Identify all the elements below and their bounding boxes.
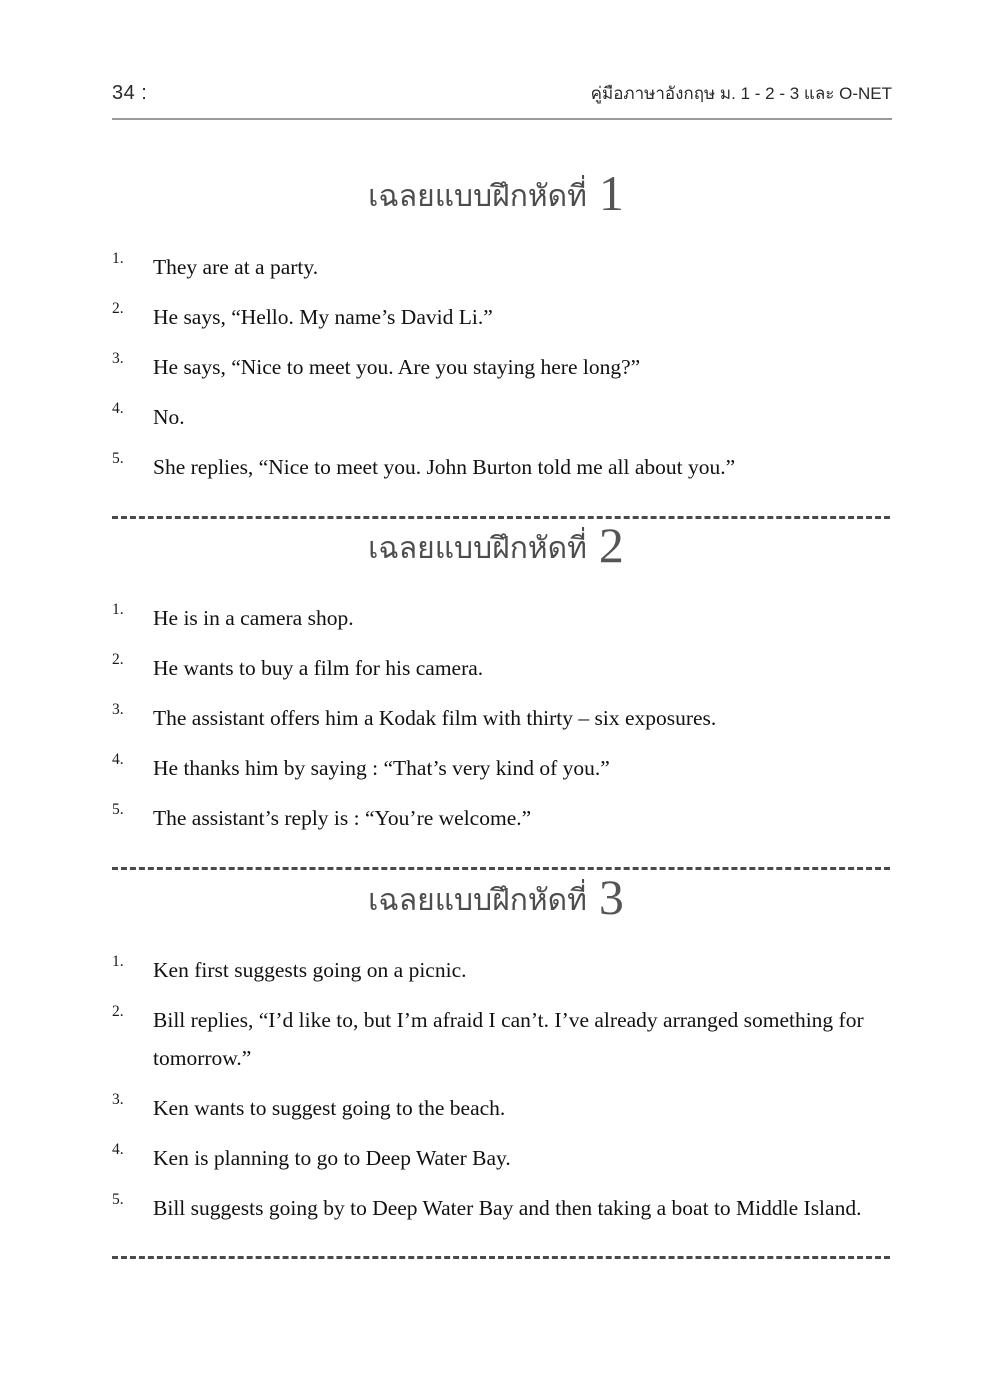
section-heading-3-label: เฉลยแบบฝึกหัดที่ xyxy=(368,883,587,918)
list-item-number: 5. xyxy=(112,801,124,818)
page-number: 34 : xyxy=(112,82,148,104)
list-item-text: The assistant’s reply is : “You’re welcome.” xyxy=(153,806,532,830)
list-item-text: He says, “Nice to meet you. Are you staying here long?” xyxy=(153,355,641,379)
list-item-number: 1. xyxy=(112,601,124,618)
list-item xyxy=(112,1001,894,1077)
list-item-text: Ken is planning to go to Deep Water Bay. xyxy=(153,1146,511,1170)
list-item xyxy=(112,348,902,386)
list-item-number: 4. xyxy=(112,400,124,417)
list-item-text: He wants to buy a film for his camera. xyxy=(153,656,484,680)
list-item xyxy=(112,649,902,687)
list-item xyxy=(112,298,902,336)
list-item-text: Ken first suggests going on a picnic. xyxy=(153,958,467,982)
list-item-text: Ken wants to suggest going to the beach. xyxy=(153,1096,506,1120)
list-item-number: 1. xyxy=(112,250,124,267)
list-item xyxy=(112,1189,894,1227)
dashed-divider xyxy=(112,867,890,870)
answer-list-2 xyxy=(0,599,992,837)
section-heading-3-number: 3 xyxy=(598,869,624,925)
list-item-number: 2. xyxy=(112,651,124,668)
list-item xyxy=(112,1089,894,1127)
section-heading-2 xyxy=(0,517,992,573)
list-item-number: 3. xyxy=(112,701,124,718)
section-heading-1 xyxy=(0,165,992,221)
header-rule xyxy=(112,118,892,120)
list-item-number: 3. xyxy=(112,350,124,367)
list-item-text: He is in a camera shop. xyxy=(153,606,354,630)
list-item-text: The assistant offers him a Kodak film with thirty – six exposures. xyxy=(153,706,717,730)
section-divider-3 xyxy=(0,1248,992,1267)
section-heading-1-label: เฉลยแบบฝึกหัดที่ xyxy=(368,179,587,214)
list-item-number: 4. xyxy=(112,751,124,768)
section-heading-3 xyxy=(0,869,992,925)
list-item-text: He says, “Hello. My name’s David Li.” xyxy=(153,305,493,329)
list-item-number: 4. xyxy=(112,1141,124,1158)
list-item-text: Bill replies, “I’d like to, but I’m afraid I can’t. I’ve already arranged something for tomorrow.” xyxy=(153,1008,864,1070)
dashed-divider xyxy=(112,1256,890,1259)
section-heading-2-label: เฉลยแบบฝึกหัดที่ xyxy=(368,531,587,566)
list-item-text: She replies, “Nice to meet you. John Burton told me all about you.” xyxy=(153,455,736,479)
answer-list-3 xyxy=(0,951,992,1227)
list-item-text: They are at a party. xyxy=(153,255,319,279)
list-item xyxy=(112,1139,894,1177)
section-heading-1-number: 1 xyxy=(598,165,624,221)
list-item-text: No. xyxy=(153,405,185,429)
book-title: คู่มือภาษาอังกฤษ ม. 1 - 2 - 3 และ O-NET xyxy=(590,84,892,103)
list-item-number: 5. xyxy=(112,450,124,467)
list-item-number: 2. xyxy=(112,300,124,317)
page-header xyxy=(112,80,892,107)
list-item xyxy=(112,699,902,737)
list-item-text: Bill suggests going by to Deep Water Bay and then taking a boat to Middle Island. xyxy=(153,1196,862,1220)
list-item xyxy=(112,248,902,286)
list-item-number: 3. xyxy=(112,1091,124,1108)
list-item xyxy=(112,749,902,787)
dashed-divider xyxy=(112,516,890,519)
list-item xyxy=(112,398,902,436)
list-item xyxy=(112,599,902,637)
list-item xyxy=(112,448,902,486)
list-item xyxy=(112,951,894,989)
answer-list-1 xyxy=(0,248,992,486)
list-item-text: He thanks him by saying : “That’s very kind of you.” xyxy=(153,756,610,780)
list-item xyxy=(112,799,902,837)
section-heading-2-number: 2 xyxy=(598,517,624,573)
list-item-number: 1. xyxy=(112,953,124,970)
list-item-number: 5. xyxy=(112,1191,124,1208)
list-item-number: 2. xyxy=(112,1003,124,1020)
